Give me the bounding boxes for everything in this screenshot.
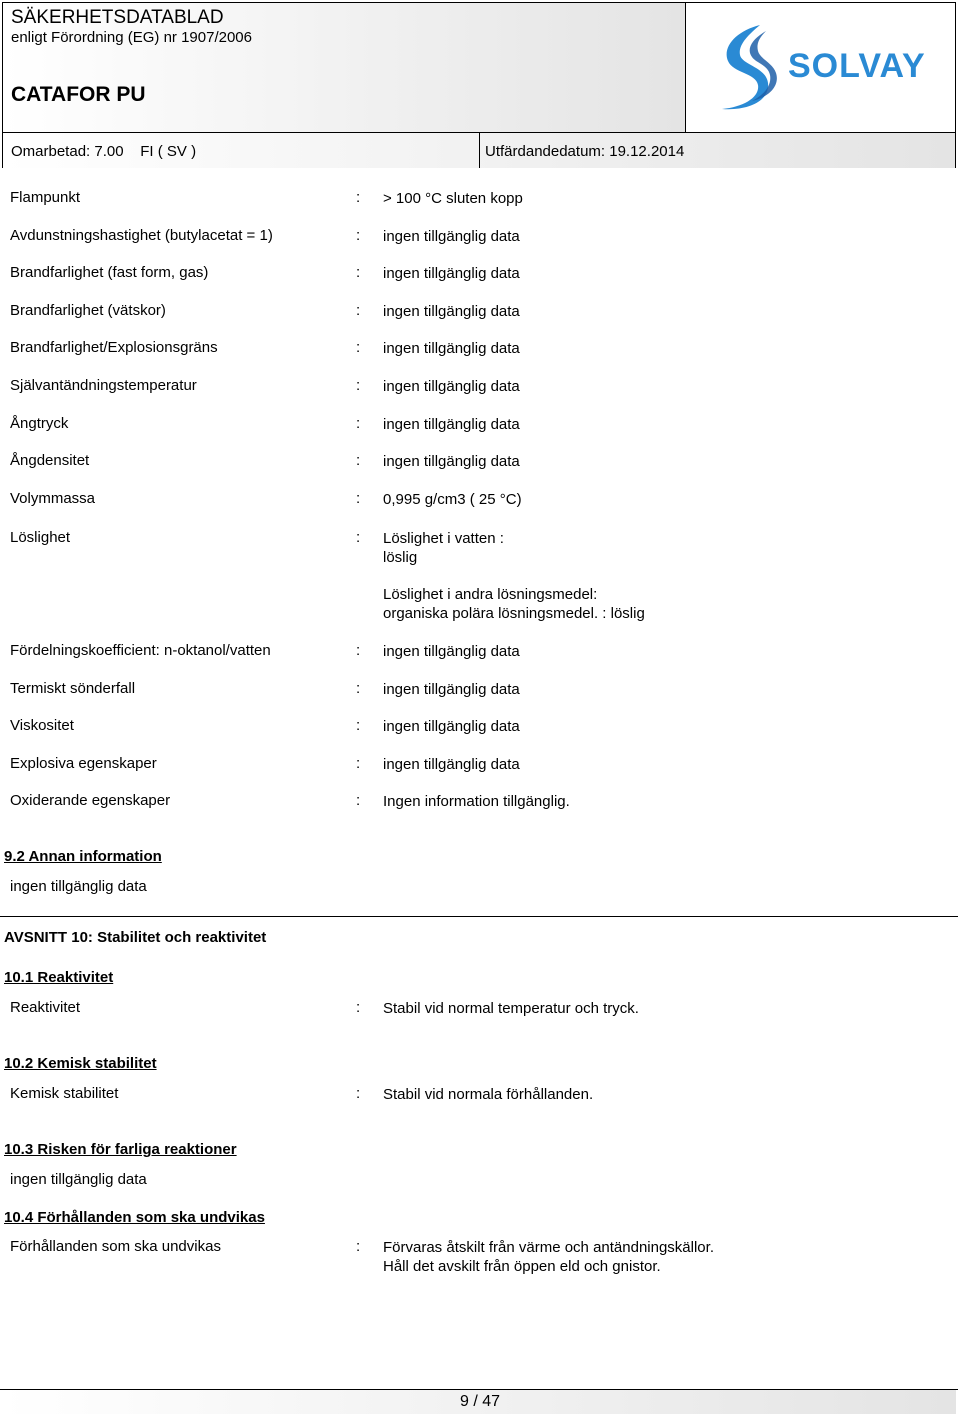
property-colon: : xyxy=(356,999,361,1016)
header-title-box xyxy=(3,3,686,132)
property-label: Viskositet xyxy=(10,717,74,735)
property-value: ingen tillgänglig data xyxy=(383,680,520,698)
property-colon: : xyxy=(356,301,361,319)
property-value-line: Håll det avskilt från öppen eld och gnistor. xyxy=(383,1258,661,1275)
property-value: Stabil vid normala förhållanden. xyxy=(383,1086,594,1103)
section-divider xyxy=(0,916,958,917)
property-value: ingen tillgänglig data xyxy=(383,643,520,660)
document-header xyxy=(2,2,956,168)
property-colon: : xyxy=(356,679,361,697)
property-colon: : xyxy=(356,642,361,659)
subsection-title-10-2: 10.2 Kemisk stabilitet xyxy=(4,1055,157,1072)
property-value: ingen tillgänglig data xyxy=(383,340,520,358)
solubility-other-label: Löslighet i andra lösningsmedel: xyxy=(383,586,598,603)
property-label: Ångdensitet xyxy=(10,452,90,470)
property-colon: : xyxy=(356,489,361,507)
property-label: Explosiva egenskaper xyxy=(10,754,157,772)
property-value: ingen tillgänglig data xyxy=(383,755,520,773)
regulation-reference: enligt Förordning (EG) nr 1907/2006 xyxy=(11,29,252,46)
property-colon: : xyxy=(356,792,361,810)
property-label: Löslighet xyxy=(10,529,71,546)
subsection-title-10-4: 10.4 Förhållanden som ska undvikas xyxy=(4,1209,265,1226)
property-value: > 100 °C sluten kopp xyxy=(383,190,523,207)
solvay-logo xyxy=(686,3,955,132)
subsection-text: ingen tillgänglig data xyxy=(10,1171,147,1188)
property-value xyxy=(383,529,645,623)
property-label: Förhållanden som ska undvikas xyxy=(10,1238,221,1255)
property-value xyxy=(383,1238,714,1276)
property-value: ingen tillgänglig data xyxy=(383,265,520,283)
subsection-text: ingen tillgänglig data xyxy=(10,878,147,895)
property-label: Oxiderande egenskaper xyxy=(10,792,171,810)
property-value: ingen tillgänglig data xyxy=(383,453,520,471)
property-label: Volymmassa xyxy=(10,489,96,507)
property-value: ingen tillgänglig data xyxy=(383,378,520,395)
property-colon: : xyxy=(356,189,361,206)
product-name: CATAFOR PU xyxy=(11,83,146,106)
issue-date: Utfärdandedatum: 19.12.2014 xyxy=(485,143,685,160)
property-value: 0,995 g/cm3 ( 25 °C) xyxy=(383,490,522,508)
meta-divider xyxy=(479,133,480,168)
property-label: Termiskt sönderfall xyxy=(10,679,136,697)
property-label: Brandfarlighet/Explosionsgräns xyxy=(10,339,218,357)
logo-wordmark: SOLVAY xyxy=(788,47,926,85)
property-colon: : xyxy=(356,264,361,282)
revision-info xyxy=(11,143,196,160)
solubility-other-value: organiska polära lösningsmedel. : löslig xyxy=(383,605,645,622)
section-title: AVSNITT 10: Stabilitet och reaktivitet xyxy=(4,929,267,946)
property-colon: : xyxy=(356,226,361,244)
property-colon: : xyxy=(356,754,361,772)
property-colon: : xyxy=(356,717,361,735)
subsection-title-10-3: 10.3 Risken för farliga reaktioner xyxy=(4,1141,237,1158)
page-number: 9 / 47 xyxy=(459,1393,501,1410)
property-label: Avdunstningshastighet (butylacetat = 1) xyxy=(10,226,273,244)
property-label: Reaktivitet xyxy=(10,999,81,1016)
property-value-line: Förvaras åtskilt från värme och antändningskällor. xyxy=(383,1239,714,1256)
property-colon: : xyxy=(356,452,361,470)
property-value: ingen tillgänglig data xyxy=(383,227,520,245)
revision-number: Omarbetad: 7.00 xyxy=(11,143,124,160)
property-label: Ångtryck xyxy=(10,414,69,432)
property-label: Brandfarlighet (fast form, gas) xyxy=(10,264,209,282)
property-colon: : xyxy=(356,414,361,432)
property-value: ingen tillgänglig data xyxy=(383,302,520,320)
property-value: Stabil vid normal temperatur och tryck. xyxy=(383,1000,639,1017)
property-value: ingen tillgänglig data xyxy=(383,415,520,433)
subsection-title-9-2: 9.2 Annan information xyxy=(4,848,162,865)
solubility-water-value: löslig xyxy=(383,549,418,566)
subsection-title-10-1: 10.1 Reaktivitet xyxy=(4,969,114,986)
language-code: FI ( SV ) xyxy=(140,143,197,160)
document-type: SÄKERHETSDATABLAD xyxy=(11,7,224,28)
property-label: Brandfarlighet (vätskor) xyxy=(10,301,166,319)
property-label: Kemisk stabilitet xyxy=(10,1085,119,1102)
property-label: Flampunkt xyxy=(10,189,81,206)
property-colon: : xyxy=(356,1238,361,1255)
property-colon: : xyxy=(356,1085,361,1102)
property-label: Självantändningstemperatur xyxy=(10,377,197,394)
property-label: Fördelningskoefficient: n-oktanol/vatten xyxy=(10,642,271,659)
solubility-water-label: Löslighet i vatten : xyxy=(383,530,504,547)
header-meta-row xyxy=(3,133,955,168)
property-value: Ingen information tillgänglig. xyxy=(383,793,570,811)
property-value: ingen tillgänglig data xyxy=(383,718,520,736)
property-colon: : xyxy=(356,529,361,546)
solvay-swoosh-icon xyxy=(708,21,784,113)
property-colon: : xyxy=(356,377,361,394)
property-colon: : xyxy=(356,339,361,357)
